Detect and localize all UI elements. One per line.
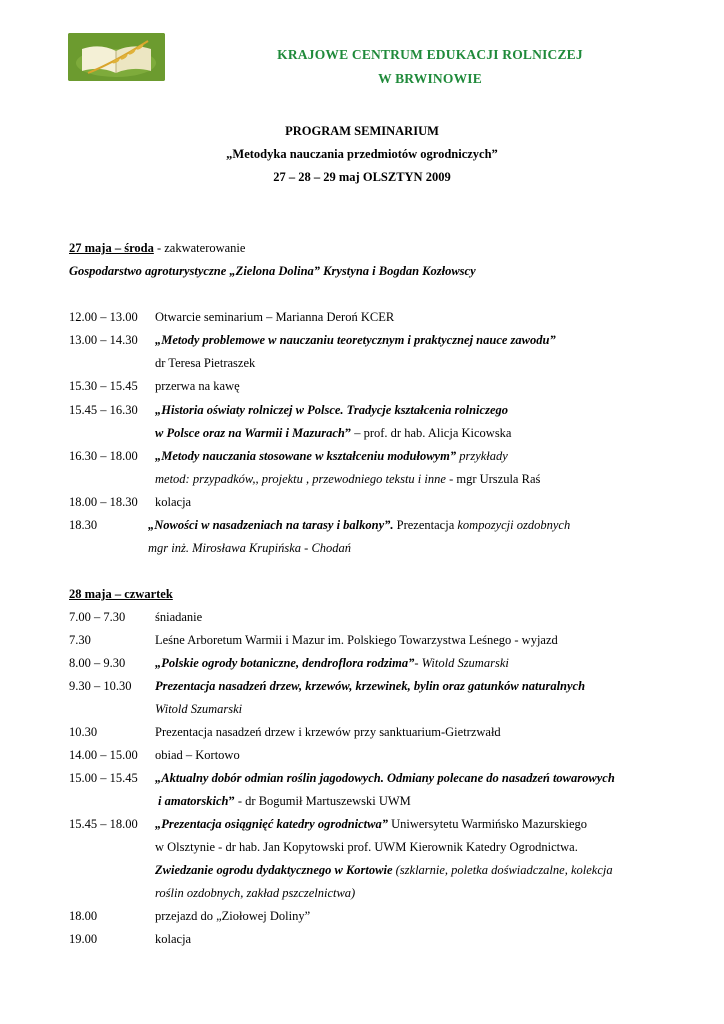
schedule-time: 15.45 – 18.00 xyxy=(69,817,138,831)
schedule-time: 19.00 xyxy=(69,932,98,946)
schedule-time: 13.00 – 14.30 xyxy=(69,333,138,347)
schedule-desc: „Aktualny dobór odmian roślin jagodowych. Odmiany polecane do nasadzeń towarowych xyxy=(155,771,615,785)
schedule-desc: „Metody problemowe w nauczaniu teoretycznym i praktycznej nauce zawodu” xyxy=(155,333,556,347)
schedule-speaker: mgr inż. Mirosława Krupińska - Chodań xyxy=(148,541,352,555)
schedule-desc: Zwiedzanie ogrodu dydaktycznego w Kortowie (szklarnie, poletka doświadczalne, kolekcja xyxy=(155,863,613,877)
schedule-time: 15.45 – 16.30 xyxy=(69,403,138,417)
schedule-desc: „Prezentacja osiągnięć katedry ogrodnictwa” Uniwersytetu Warmińsko Mazurskiego xyxy=(155,817,588,831)
schedule-time: 18.00 xyxy=(69,909,98,923)
schedule-desc: „Polskie ogrody botaniczne, dendroflora rodzima”- Witold Szumarski xyxy=(155,656,509,670)
book-with-wheat-logo xyxy=(68,33,165,81)
schedule-desc: Prezentacja nasadzeń drzew i krzewów przy sanktuarium-Gietrzwałd xyxy=(155,725,501,739)
schedule-time: 9.30 – 10.30 xyxy=(69,679,132,693)
schedule-time: 18.30 xyxy=(69,518,98,532)
schedule-speaker: dr Teresa Pietraszek xyxy=(155,356,256,370)
schedule-desc: śniadanie xyxy=(155,610,203,624)
schedule-time: 15.30 – 15.45 xyxy=(69,379,138,393)
day1-venue: Gospodarstwo agroturystyczne „Zielona Dolina” Krystyna i Bogdan Kozłowscy xyxy=(69,264,476,278)
organization-name: KRAJOWE CENTRUM EDUKACJI ROLNICZEJ xyxy=(277,47,583,62)
schedule-time: 12.00 – 13.00 xyxy=(69,310,138,324)
schedule-time: 16.30 – 18.00 xyxy=(69,449,138,463)
schedule-speaker: w Polsce oraz na Warmii i Mazurach” – prof. dr hab. Alicja Kicowska xyxy=(155,426,512,440)
schedule-desc: „Metody nauczania stosowane w kształceniu modułowym” przykłady xyxy=(155,449,508,463)
schedule-time: 8.00 – 9.30 xyxy=(69,656,126,670)
schedule-time: 15.00 – 15.45 xyxy=(69,771,138,785)
schedule-desc: Otwarcie seminarium – Marianna Deroń KCER xyxy=(155,310,395,324)
schedule-desc: Prezentacja nasadzeń drzew, krzewów, krzewinek, bylin oraz gatunków naturalnych xyxy=(155,679,586,693)
program-subtitle: „Metodyka nauczania przedmiotów ogrodniczych” xyxy=(226,147,498,161)
schedule-desc: „Nowości w nasadzeniach na tarasy i balkony”. Prezentacja kompozycji ozdobnych xyxy=(148,518,571,532)
schedule-desc: przerwa na kawę xyxy=(155,379,240,393)
organization-location: W BRWINOWIE xyxy=(378,71,482,86)
schedule-time: 7.00 – 7.30 xyxy=(69,610,126,624)
schedule-desc: Leśne Arboretum Warmii i Mazur im. Polskiego Towarzystwa Leśnego - wyjazd xyxy=(155,633,558,647)
schedule-speaker: i amatorskich” - dr Bogumił Martuszewski UWM xyxy=(158,794,411,808)
schedule-time: 7.30 xyxy=(69,633,91,647)
program-title: PROGRAM SEMINARIUM xyxy=(285,124,439,138)
day1-heading: 27 maja – środa - zakwaterowanie xyxy=(69,241,246,255)
program-dates: 27 – 28 – 29 maj OLSZTYN 2009 xyxy=(273,170,451,184)
schedule-time: 14.00 – 15.00 xyxy=(69,748,138,762)
day2-heading: 28 maja – czwartek xyxy=(69,587,173,601)
schedule-time: 10.30 xyxy=(69,725,98,739)
schedule-speaker: metod: przypadków,, projektu , przewodniego tekstu i inne - mgr Urszula Raś xyxy=(155,472,541,486)
schedule-desc: roślin ozdobnych, zakład pszczelnictwa) xyxy=(155,886,356,900)
schedule-desc: „Historia oświaty rolniczej w Polsce. Tradycje kształcenia rolniczego xyxy=(155,403,508,417)
schedule-desc: kolacja xyxy=(155,495,192,509)
schedule-speaker: w Olsztynie - dr hab. Jan Kopytowski prof. UWM Kierownik Katedry Ogrodnictwa. xyxy=(155,840,578,854)
schedule-desc: obiad – Kortowo xyxy=(155,748,240,762)
schedule-speaker: Witold Szumarski xyxy=(155,702,243,716)
schedule-desc: kolacja xyxy=(155,932,192,946)
schedule-desc: przejazd do „Ziołowej Doliny” xyxy=(155,909,311,923)
schedule-time: 18.00 – 18.30 xyxy=(69,495,138,509)
